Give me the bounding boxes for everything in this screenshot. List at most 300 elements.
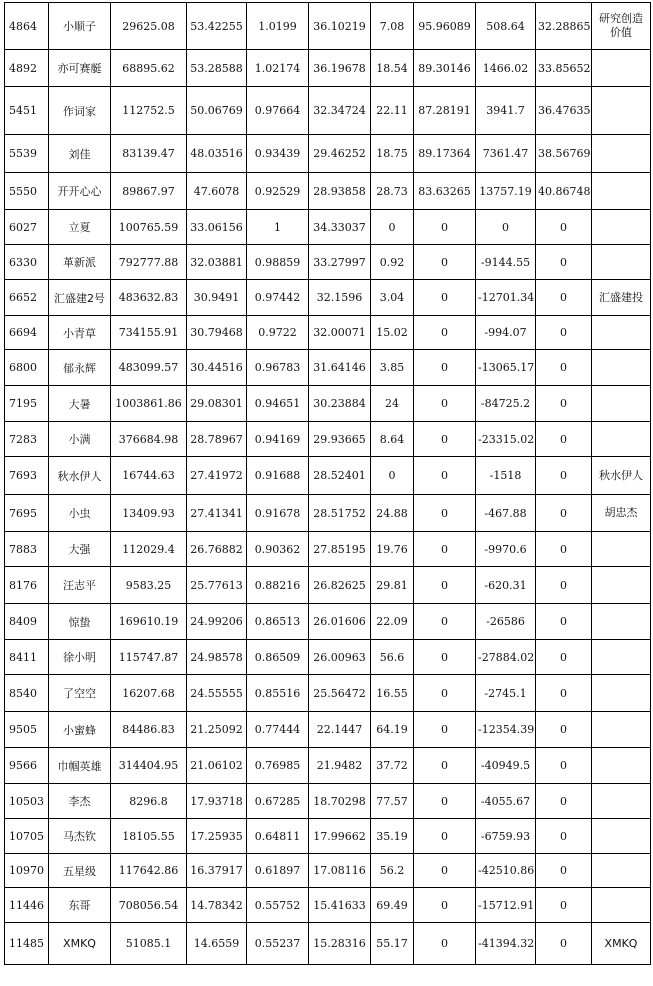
value-cell: 21.06102 bbox=[187, 748, 247, 784]
value-cell: 0 bbox=[536, 854, 592, 888]
table-row bbox=[5, 784, 651, 819]
name-cell: 徐小明 bbox=[49, 640, 111, 675]
value-cell: 17.25935 bbox=[187, 819, 247, 854]
value-cell: 31.64146 bbox=[309, 350, 371, 386]
id-cell: 6330 bbox=[5, 245, 49, 280]
value-cell: 84486.83 bbox=[111, 712, 187, 748]
value-cell: 0.85516 bbox=[247, 675, 309, 712]
id-cell: 7693 bbox=[5, 457, 49, 495]
table-row bbox=[5, 3, 651, 50]
value-cell: 112752.5 bbox=[111, 87, 187, 135]
id-cell: 7883 bbox=[5, 532, 49, 567]
value-cell: 0.55237 bbox=[247, 923, 309, 965]
table-row bbox=[5, 888, 651, 923]
value-cell: 0 bbox=[536, 567, 592, 604]
value-cell: -41394.32 bbox=[476, 923, 536, 965]
value-cell: 14.78342 bbox=[187, 888, 247, 923]
table-body bbox=[5, 3, 651, 965]
table-row bbox=[5, 495, 651, 532]
extra-cell bbox=[592, 567, 651, 604]
value-cell: 0 bbox=[536, 386, 592, 422]
name-cell: 五星级 bbox=[49, 854, 111, 888]
value-cell: 0 bbox=[536, 675, 592, 712]
table-row bbox=[5, 245, 651, 280]
value-cell: 3.04 bbox=[371, 280, 414, 316]
value-cell: 1003861.86 bbox=[111, 386, 187, 422]
value-cell: 0 bbox=[414, 316, 476, 350]
value-cell: 0 bbox=[414, 640, 476, 675]
value-cell: 0 bbox=[536, 245, 592, 280]
id-cell: 4892 bbox=[5, 50, 49, 87]
value-cell: 0 bbox=[536, 422, 592, 457]
id-cell: 5550 bbox=[5, 173, 49, 210]
value-cell: 15.02 bbox=[371, 316, 414, 350]
value-cell: 18.75 bbox=[371, 135, 414, 173]
id-cell: 5539 bbox=[5, 135, 49, 173]
value-cell: 18.70298 bbox=[309, 784, 371, 819]
table-row bbox=[5, 748, 651, 784]
value-cell: 26.01606 bbox=[309, 604, 371, 640]
value-cell: 24.88 bbox=[371, 495, 414, 532]
value-cell: 0.86509 bbox=[247, 640, 309, 675]
value-cell: 28.78967 bbox=[187, 422, 247, 457]
value-cell: 33.06156 bbox=[187, 210, 247, 245]
value-cell: 3.85 bbox=[371, 350, 414, 386]
value-cell: 51085.1 bbox=[111, 923, 187, 965]
name-cell: 汇盛建2号 bbox=[49, 280, 111, 316]
value-cell: 0 bbox=[414, 422, 476, 457]
value-cell: 55.17 bbox=[371, 923, 414, 965]
value-cell: 0 bbox=[536, 210, 592, 245]
value-cell: 24.98578 bbox=[187, 640, 247, 675]
id-cell: 4864 bbox=[5, 3, 49, 50]
value-cell: 29.46252 bbox=[309, 135, 371, 173]
value-cell: 0.97664 bbox=[247, 87, 309, 135]
extra-cell bbox=[592, 819, 651, 854]
extra-cell bbox=[592, 640, 651, 675]
value-cell: 112029.4 bbox=[111, 532, 187, 567]
extra-cell: 秋水伊人 bbox=[592, 457, 651, 495]
name-cell: 开开心心 bbox=[49, 173, 111, 210]
value-cell: -84725.2 bbox=[476, 386, 536, 422]
value-cell: 27.41341 bbox=[187, 495, 247, 532]
value-cell: 69.49 bbox=[371, 888, 414, 923]
value-cell: 26.76882 bbox=[187, 532, 247, 567]
value-cell: 28.73 bbox=[371, 173, 414, 210]
value-cell: 29.08301 bbox=[187, 386, 247, 422]
value-cell: 0.93439 bbox=[247, 135, 309, 173]
value-cell: 0.94169 bbox=[247, 422, 309, 457]
extra-cell: 胡忠杰 bbox=[592, 495, 651, 532]
value-cell: 0.61897 bbox=[247, 854, 309, 888]
value-cell: 0 bbox=[536, 819, 592, 854]
id-cell: 6027 bbox=[5, 210, 49, 245]
table-row bbox=[5, 87, 651, 135]
value-cell: 483099.57 bbox=[111, 350, 187, 386]
table-row bbox=[5, 640, 651, 675]
value-cell: 29625.08 bbox=[111, 3, 187, 50]
id-cell: 8176 bbox=[5, 567, 49, 604]
value-cell: 18.54 bbox=[371, 50, 414, 87]
value-cell: 0.97442 bbox=[247, 280, 309, 316]
value-cell: 8.64 bbox=[371, 422, 414, 457]
value-cell: 89.30146 bbox=[414, 50, 476, 87]
value-cell: 24.99206 bbox=[187, 604, 247, 640]
value-cell: 0.92529 bbox=[247, 173, 309, 210]
value-cell: 115747.87 bbox=[111, 640, 187, 675]
extra-cell bbox=[592, 422, 651, 457]
name-cell: 小满 bbox=[49, 422, 111, 457]
name-cell: 惊蛰 bbox=[49, 604, 111, 640]
value-cell: 7.08 bbox=[371, 3, 414, 50]
value-cell: 0 bbox=[414, 457, 476, 495]
id-cell: 11485 bbox=[5, 923, 49, 965]
value-cell: 83.63265 bbox=[414, 173, 476, 210]
value-cell: 68895.62 bbox=[111, 50, 187, 87]
value-cell: 1.02174 bbox=[247, 50, 309, 87]
value-cell: 0.77444 bbox=[247, 712, 309, 748]
value-cell: 22.09 bbox=[371, 604, 414, 640]
table-row bbox=[5, 457, 651, 495]
value-cell: 0 bbox=[414, 495, 476, 532]
value-cell: 87.28191 bbox=[414, 87, 476, 135]
value-cell: 1 bbox=[247, 210, 309, 245]
value-cell: 1466.02 bbox=[476, 50, 536, 87]
value-cell: 16.55 bbox=[371, 675, 414, 712]
value-cell: 0.88216 bbox=[247, 567, 309, 604]
value-cell: 16207.68 bbox=[111, 675, 187, 712]
value-cell: 27.41972 bbox=[187, 457, 247, 495]
value-cell: 734155.91 bbox=[111, 316, 187, 350]
extra-cell bbox=[592, 210, 651, 245]
value-cell: 169610.19 bbox=[111, 604, 187, 640]
id-cell: 6800 bbox=[5, 350, 49, 386]
value-cell: 27.85195 bbox=[309, 532, 371, 567]
name-cell: 李杰 bbox=[49, 784, 111, 819]
id-cell: 7695 bbox=[5, 495, 49, 532]
value-cell: 0 bbox=[414, 712, 476, 748]
value-cell: 53.28588 bbox=[187, 50, 247, 87]
value-cell: -467.88 bbox=[476, 495, 536, 532]
name-cell: 郁永辉 bbox=[49, 350, 111, 386]
value-cell: 40.86748 bbox=[536, 173, 592, 210]
value-cell: -4055.67 bbox=[476, 784, 536, 819]
value-cell: 0 bbox=[414, 245, 476, 280]
value-cell: 0 bbox=[414, 532, 476, 567]
value-cell: 0 bbox=[414, 386, 476, 422]
value-cell: 32.28865 bbox=[536, 3, 592, 50]
value-cell: 36.47635 bbox=[536, 87, 592, 135]
value-cell: 0.64811 bbox=[247, 819, 309, 854]
value-cell: 33.27997 bbox=[309, 245, 371, 280]
value-cell: 0 bbox=[414, 280, 476, 316]
table-row bbox=[5, 422, 651, 457]
value-cell: 0 bbox=[536, 350, 592, 386]
extra-cell bbox=[592, 350, 651, 386]
table-row bbox=[5, 854, 651, 888]
value-cell: 19.76 bbox=[371, 532, 414, 567]
value-cell: 28.52401 bbox=[309, 457, 371, 495]
value-cell: 28.93858 bbox=[309, 173, 371, 210]
table-row bbox=[5, 567, 651, 604]
table-row bbox=[5, 210, 651, 245]
table-row bbox=[5, 923, 651, 965]
value-cell: 9583.25 bbox=[111, 567, 187, 604]
name-cell: 小虫 bbox=[49, 495, 111, 532]
value-cell: 0 bbox=[536, 888, 592, 923]
name-cell: 小顺子 bbox=[49, 3, 111, 50]
value-cell: -15712.91 bbox=[476, 888, 536, 923]
name-cell: 革新派 bbox=[49, 245, 111, 280]
value-cell: 13409.93 bbox=[111, 495, 187, 532]
id-cell: 8409 bbox=[5, 604, 49, 640]
name-cell: 秋水伊人 bbox=[49, 457, 111, 495]
value-cell: 32.34724 bbox=[309, 87, 371, 135]
value-cell: 0 bbox=[414, 748, 476, 784]
value-cell: 56.2 bbox=[371, 854, 414, 888]
table-row bbox=[5, 712, 651, 748]
extra-cell bbox=[592, 784, 651, 819]
value-cell: 47.6078 bbox=[187, 173, 247, 210]
value-cell: -42510.86 bbox=[476, 854, 536, 888]
value-cell: 29.81 bbox=[371, 567, 414, 604]
table-row bbox=[5, 675, 651, 712]
value-cell: 26.82625 bbox=[309, 567, 371, 604]
id-cell: 7283 bbox=[5, 422, 49, 457]
value-cell: 0.92 bbox=[371, 245, 414, 280]
value-cell: 0 bbox=[536, 640, 592, 675]
value-cell: 32.03881 bbox=[187, 245, 247, 280]
value-cell: 0.96783 bbox=[247, 350, 309, 386]
value-cell: 0 bbox=[536, 712, 592, 748]
value-cell: 15.41633 bbox=[309, 888, 371, 923]
name-cell: 亦可赛艇 bbox=[49, 50, 111, 87]
value-cell: 37.72 bbox=[371, 748, 414, 784]
value-cell: 15.28316 bbox=[309, 923, 371, 965]
extra-cell bbox=[592, 135, 651, 173]
value-cell: 89.17364 bbox=[414, 135, 476, 173]
extra-cell bbox=[592, 675, 651, 712]
id-cell: 10705 bbox=[5, 819, 49, 854]
id-cell: 5451 bbox=[5, 87, 49, 135]
name-cell: 立夏 bbox=[49, 210, 111, 245]
value-cell: 0.55752 bbox=[247, 888, 309, 923]
value-cell: 3941.7 bbox=[476, 87, 536, 135]
extra-cell bbox=[592, 748, 651, 784]
table-row bbox=[5, 532, 651, 567]
table-row bbox=[5, 135, 651, 173]
value-cell: 0 bbox=[536, 923, 592, 965]
value-cell: 0 bbox=[414, 567, 476, 604]
value-cell: 0.94651 bbox=[247, 386, 309, 422]
value-cell: 1.0199 bbox=[247, 3, 309, 50]
value-cell: 36.19678 bbox=[309, 50, 371, 87]
value-cell: 32.1596 bbox=[309, 280, 371, 316]
value-cell: -9144.55 bbox=[476, 245, 536, 280]
value-cell: -994.07 bbox=[476, 316, 536, 350]
extra-cell: 研究创造价值 bbox=[592, 3, 651, 50]
value-cell: 0 bbox=[414, 888, 476, 923]
value-cell: 36.10219 bbox=[309, 3, 371, 50]
extra-cell bbox=[592, 532, 651, 567]
id-cell: 6652 bbox=[5, 280, 49, 316]
value-cell: 83139.47 bbox=[111, 135, 187, 173]
value-cell: -12354.39 bbox=[476, 712, 536, 748]
name-cell: 大暑 bbox=[49, 386, 111, 422]
table-row bbox=[5, 350, 651, 386]
value-cell: 56.6 bbox=[371, 640, 414, 675]
value-cell: 0 bbox=[414, 675, 476, 712]
name-cell: XMKQ bbox=[49, 923, 111, 965]
value-cell: 16744.63 bbox=[111, 457, 187, 495]
value-cell: -23315.02 bbox=[476, 422, 536, 457]
value-cell: 0 bbox=[371, 457, 414, 495]
extra-cell bbox=[592, 50, 651, 87]
value-cell: 0 bbox=[536, 784, 592, 819]
value-cell: 13757.19 bbox=[476, 173, 536, 210]
value-cell: 77.57 bbox=[371, 784, 414, 819]
value-cell: 0.76985 bbox=[247, 748, 309, 784]
value-cell: 18105.55 bbox=[111, 819, 187, 854]
value-cell: 7361.47 bbox=[476, 135, 536, 173]
value-cell: 17.93718 bbox=[187, 784, 247, 819]
value-cell: -26586 bbox=[476, 604, 536, 640]
value-cell: 0 bbox=[536, 457, 592, 495]
extra-cell bbox=[592, 87, 651, 135]
extra-cell bbox=[592, 888, 651, 923]
value-cell: 0 bbox=[414, 604, 476, 640]
value-cell: -2745.1 bbox=[476, 675, 536, 712]
value-cell: 38.56769 bbox=[536, 135, 592, 173]
id-cell: 7195 bbox=[5, 386, 49, 422]
value-cell: 64.19 bbox=[371, 712, 414, 748]
id-cell: 8411 bbox=[5, 640, 49, 675]
id-cell: 8540 bbox=[5, 675, 49, 712]
value-cell: 35.19 bbox=[371, 819, 414, 854]
value-cell: 48.03516 bbox=[187, 135, 247, 173]
value-cell: 0 bbox=[476, 210, 536, 245]
value-cell: -13065.17 bbox=[476, 350, 536, 386]
value-cell: 0.86513 bbox=[247, 604, 309, 640]
value-cell: 21.9482 bbox=[309, 748, 371, 784]
value-cell: 100765.59 bbox=[111, 210, 187, 245]
extra-cell: 汇盛建投 bbox=[592, 280, 651, 316]
name-cell: 作词家 bbox=[49, 87, 111, 135]
id-cell: 6694 bbox=[5, 316, 49, 350]
extra-cell: XMKQ bbox=[592, 923, 651, 965]
value-cell: 0.91678 bbox=[247, 495, 309, 532]
value-cell: 25.56472 bbox=[309, 675, 371, 712]
value-cell: 30.9491 bbox=[187, 280, 247, 316]
value-cell: 0 bbox=[414, 923, 476, 965]
id-cell: 10970 bbox=[5, 854, 49, 888]
value-cell: -1518 bbox=[476, 457, 536, 495]
extra-cell bbox=[592, 173, 651, 210]
value-cell: 0 bbox=[414, 854, 476, 888]
value-cell: 508.64 bbox=[476, 3, 536, 50]
table-row bbox=[5, 50, 651, 87]
table-row bbox=[5, 386, 651, 422]
name-cell: 汪志平 bbox=[49, 567, 111, 604]
extra-cell bbox=[592, 386, 651, 422]
value-cell: 0 bbox=[371, 210, 414, 245]
extra-cell bbox=[592, 854, 651, 888]
ranking-table bbox=[4, 2, 651, 965]
value-cell: 32.00071 bbox=[309, 316, 371, 350]
value-cell: 0 bbox=[414, 210, 476, 245]
value-cell: 0 bbox=[536, 604, 592, 640]
value-cell: 95.96089 bbox=[414, 3, 476, 50]
name-cell: 东哥 bbox=[49, 888, 111, 923]
table-row bbox=[5, 316, 651, 350]
value-cell: 0.91688 bbox=[247, 457, 309, 495]
value-cell: 33.85652 bbox=[536, 50, 592, 87]
value-cell: 14.6559 bbox=[187, 923, 247, 965]
id-cell: 10503 bbox=[5, 784, 49, 819]
id-cell: 9505 bbox=[5, 712, 49, 748]
value-cell: 25.77613 bbox=[187, 567, 247, 604]
value-cell: 483632.83 bbox=[111, 280, 187, 316]
value-cell: 0.67285 bbox=[247, 784, 309, 819]
value-cell: 0 bbox=[536, 532, 592, 567]
value-cell: 89867.97 bbox=[111, 173, 187, 210]
value-cell: 30.79468 bbox=[187, 316, 247, 350]
name-cell: 马杰钦 bbox=[49, 819, 111, 854]
value-cell: 0 bbox=[414, 784, 476, 819]
name-cell: 大强 bbox=[49, 532, 111, 567]
value-cell: -620.31 bbox=[476, 567, 536, 604]
value-cell: 0 bbox=[536, 280, 592, 316]
value-cell: 53.42255 bbox=[187, 3, 247, 50]
value-cell: 29.93665 bbox=[309, 422, 371, 457]
value-cell: 117642.86 bbox=[111, 854, 187, 888]
value-cell: 376684.98 bbox=[111, 422, 187, 457]
name-cell: 小青草 bbox=[49, 316, 111, 350]
table-row bbox=[5, 280, 651, 316]
name-cell: 了空空 bbox=[49, 675, 111, 712]
name-cell: 巾帼英雄 bbox=[49, 748, 111, 784]
value-cell: 708056.54 bbox=[111, 888, 187, 923]
value-cell: 24.55555 bbox=[187, 675, 247, 712]
value-cell: 28.51752 bbox=[309, 495, 371, 532]
value-cell: -9970.6 bbox=[476, 532, 536, 567]
value-cell: 30.44516 bbox=[187, 350, 247, 386]
value-cell: 0.90362 bbox=[247, 532, 309, 567]
value-cell: -6759.93 bbox=[476, 819, 536, 854]
extra-cell bbox=[592, 245, 651, 280]
value-cell: 17.99662 bbox=[309, 819, 371, 854]
table-row bbox=[5, 173, 651, 210]
value-cell: 24 bbox=[371, 386, 414, 422]
extra-cell bbox=[592, 604, 651, 640]
value-cell: 22.1447 bbox=[309, 712, 371, 748]
id-cell: 9566 bbox=[5, 748, 49, 784]
value-cell: 0 bbox=[414, 350, 476, 386]
table-row bbox=[5, 819, 651, 854]
value-cell: 34.33037 bbox=[309, 210, 371, 245]
value-cell: 0 bbox=[536, 748, 592, 784]
id-cell: 11446 bbox=[5, 888, 49, 923]
value-cell: 26.00963 bbox=[309, 640, 371, 675]
value-cell: 21.25092 bbox=[187, 712, 247, 748]
table-row bbox=[5, 604, 651, 640]
value-cell: 314404.95 bbox=[111, 748, 187, 784]
name-cell: 刘佳 bbox=[49, 135, 111, 173]
value-cell: -40949.5 bbox=[476, 748, 536, 784]
extra-cell bbox=[592, 316, 651, 350]
value-cell: 0 bbox=[536, 316, 592, 350]
value-cell: 0.98859 bbox=[247, 245, 309, 280]
